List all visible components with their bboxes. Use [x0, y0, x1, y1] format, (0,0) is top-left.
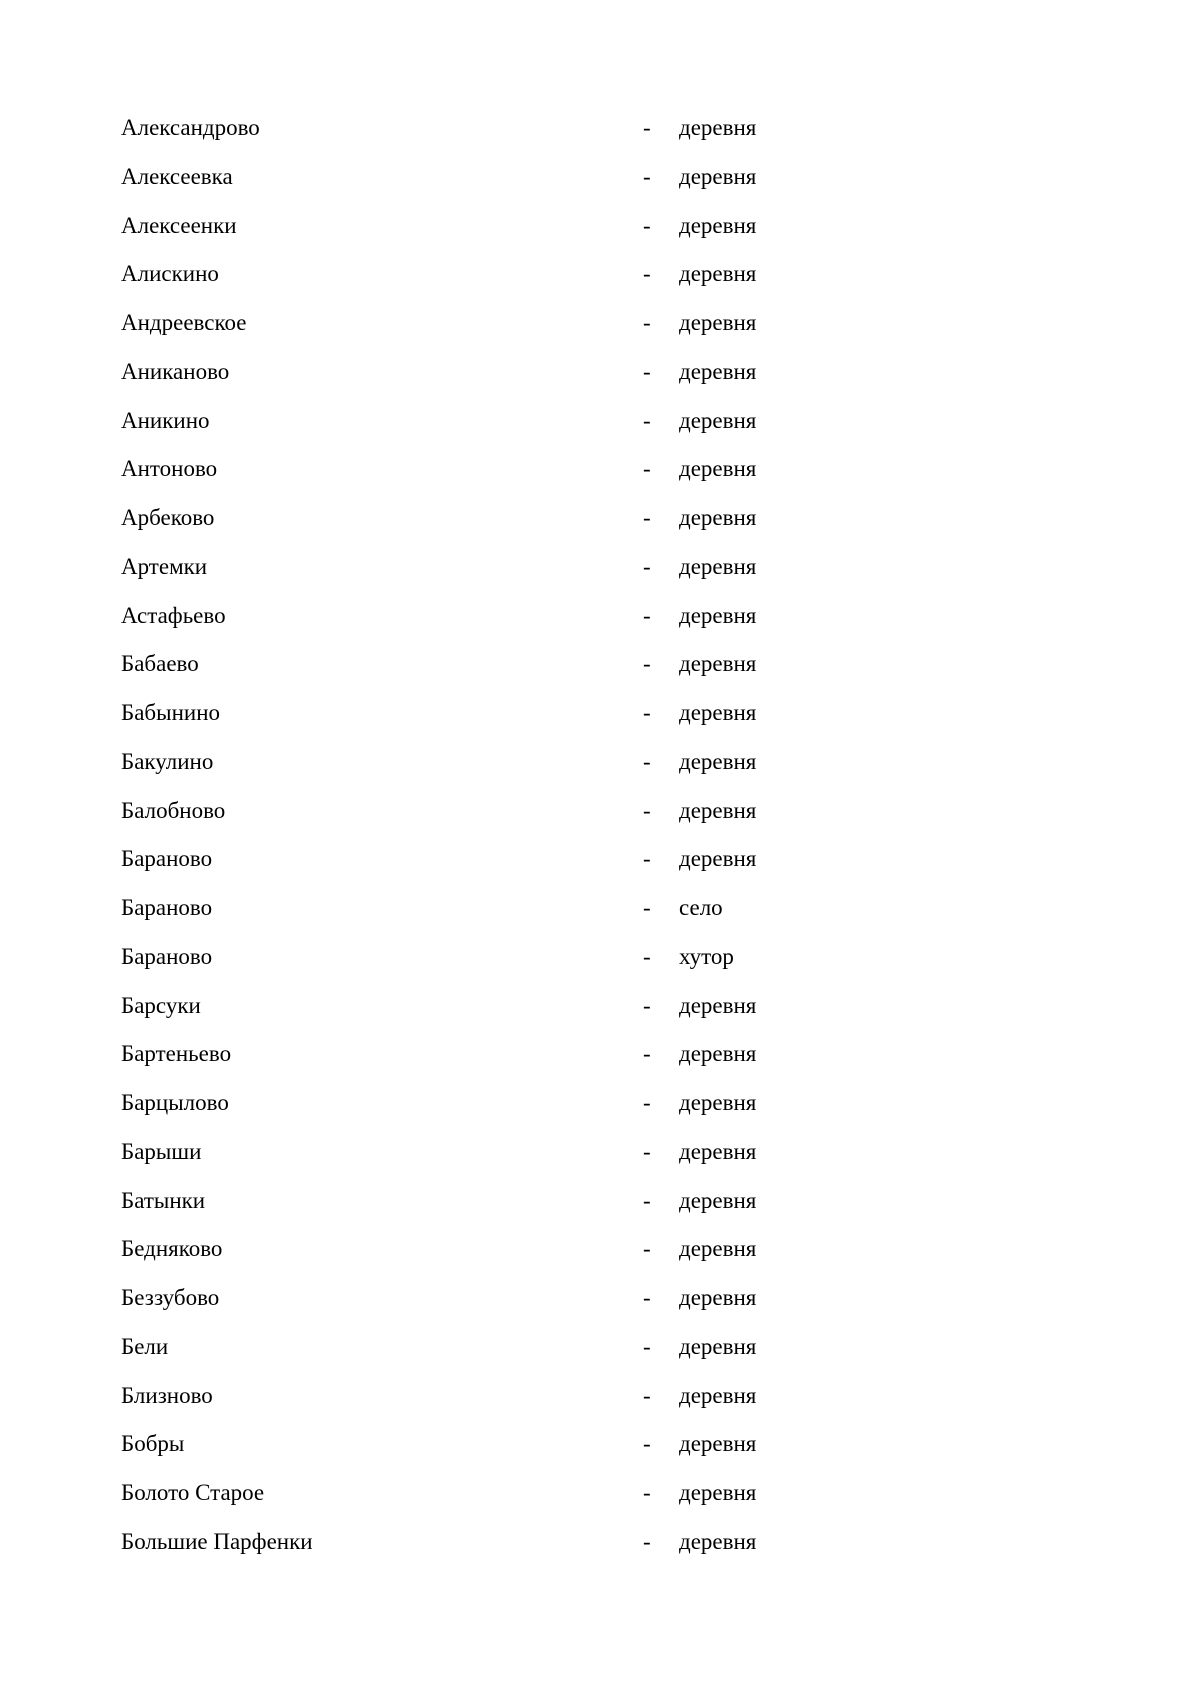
settlement-name: Барыши: [121, 1138, 202, 1164]
separator-dash: -: [643, 895, 651, 920]
settlement-type: деревня: [679, 1382, 757, 1408]
settlement-type: хутор: [679, 943, 734, 969]
settlement-name: Бакулино: [121, 748, 214, 774]
settlement-name: Барсуки: [121, 992, 201, 1018]
settlement-type: село: [679, 895, 723, 920]
list-item: [121, 397, 821, 446]
settlement-name: Артемки: [121, 553, 208, 579]
settlement-name: Аникино: [121, 407, 210, 433]
list-item: [121, 1079, 821, 1128]
list-item: [121, 933, 821, 982]
settlement-type: деревня: [679, 651, 757, 677]
settlement-name: Бабынино: [121, 700, 220, 725]
settlement-type: деревня: [679, 1187, 757, 1213]
settlement-name: Балобново: [121, 797, 226, 823]
settlement-type: деревня: [679, 748, 757, 774]
list-item: [121, 494, 821, 543]
separator-dash: -: [643, 212, 651, 238]
list-item: [121, 104, 821, 153]
settlement-name: Андреевское: [121, 310, 247, 335]
settlement-type: деревня: [679, 1431, 757, 1457]
settlement-type: деревня: [679, 310, 757, 335]
list-item: [121, 1518, 821, 1567]
list-item: [121, 1177, 821, 1226]
settlement-type: деревня: [679, 846, 757, 872]
settlement-name: Антоново: [121, 456, 218, 482]
settlement-name: Бартеньево: [121, 1041, 232, 1067]
list-item: [121, 689, 821, 738]
list-item: [121, 787, 821, 836]
settlement-type: деревня: [679, 212, 757, 238]
separator-dash: -: [643, 163, 651, 189]
settlement-type: деревня: [679, 700, 757, 725]
separator-dash: -: [643, 261, 651, 287]
list-item: [121, 543, 821, 592]
separator-dash: -: [643, 748, 651, 774]
settlement-type: деревня: [679, 261, 757, 287]
separator-dash: -: [643, 1285, 651, 1310]
separator-dash: -: [643, 943, 651, 969]
list-item: [121, 640, 821, 689]
list-item: [121, 1372, 821, 1421]
list-item: [121, 1469, 821, 1518]
separator-dash: -: [643, 602, 651, 628]
settlement-type: деревня: [679, 456, 757, 482]
settlement-type: деревня: [679, 1480, 757, 1505]
settlement-type: деревня: [679, 1528, 757, 1554]
separator-dash: -: [643, 1236, 651, 1262]
list-item: [121, 738, 821, 787]
separator-dash: -: [643, 1041, 651, 1067]
settlement-type: деревня: [679, 505, 757, 530]
list-item: [121, 1420, 821, 1469]
settlement-name: Аниканово: [121, 358, 230, 384]
settlement-name: Близново: [121, 1382, 213, 1408]
separator-dash: -: [643, 1480, 651, 1505]
list-item: [121, 348, 821, 397]
list-item: [121, 1030, 821, 1079]
settlement-name: Бобры: [121, 1431, 185, 1457]
settlement-name: Болото Старое: [121, 1480, 265, 1505]
settlement-name: Астафьево: [121, 602, 226, 628]
settlement-name: Бараново: [121, 846, 213, 872]
settlement-type: деревня: [679, 115, 757, 140]
list-item: [121, 592, 821, 641]
list-item: [121, 1323, 821, 1372]
list-item: [121, 982, 821, 1031]
separator-dash: -: [643, 1431, 651, 1457]
settlement-name: Батынки: [121, 1187, 206, 1213]
settlement-type: деревня: [679, 1236, 757, 1262]
settlement-name: Арбеково: [121, 505, 215, 530]
settlement-type: деревня: [679, 553, 757, 579]
list-item: [121, 202, 821, 251]
separator-dash: -: [643, 846, 651, 872]
settlement-type: деревня: [679, 602, 757, 628]
list-item: [121, 835, 821, 884]
settlement-type: деревня: [679, 1090, 757, 1115]
separator-dash: -: [643, 1090, 651, 1115]
settlement-name: Бараново: [121, 943, 213, 969]
settlement-type: деревня: [679, 1138, 757, 1164]
settlement-name: Алискино: [121, 261, 219, 287]
separator-dash: -: [643, 797, 651, 823]
settlement-type: деревня: [679, 992, 757, 1018]
list-item: [121, 153, 821, 202]
separator-dash: -: [643, 700, 651, 725]
settlement-name: Александрово: [121, 115, 260, 140]
settlement-type: деревня: [679, 407, 757, 433]
list-item: [121, 1128, 821, 1177]
settlement-name: Беззубово: [121, 1285, 220, 1310]
list-item: [121, 1274, 821, 1323]
separator-dash: -: [643, 1187, 651, 1213]
settlement-name: Барцылово: [121, 1090, 229, 1115]
separator-dash: -: [643, 115, 651, 140]
settlement-name: Алексеевка: [121, 163, 233, 189]
settlement-name: Бели: [121, 1333, 169, 1359]
separator-dash: -: [643, 553, 651, 579]
list-item: [121, 250, 821, 299]
settlement-type: деревня: [679, 797, 757, 823]
list-item: [121, 884, 821, 933]
settlement-name: Бараново: [121, 895, 213, 920]
settlement-name: Бабаево: [121, 651, 199, 677]
separator-dash: -: [643, 1138, 651, 1164]
separator-dash: -: [643, 992, 651, 1018]
separator-dash: -: [643, 1333, 651, 1359]
settlement-name: Бедняково: [121, 1236, 223, 1262]
settlement-type: деревня: [679, 358, 757, 384]
list-item: [121, 1225, 821, 1274]
list-item: [121, 299, 821, 348]
separator-dash: -: [643, 651, 651, 677]
settlement-type: деревня: [679, 1333, 757, 1359]
list-item: [121, 445, 821, 494]
separator-dash: -: [643, 456, 651, 482]
settlement-type: деревня: [679, 163, 757, 189]
settlement-type: деревня: [679, 1041, 757, 1067]
separator-dash: -: [643, 310, 651, 335]
separator-dash: -: [643, 407, 651, 433]
separator-dash: -: [643, 358, 651, 384]
separator-dash: -: [643, 1528, 651, 1554]
settlement-type: деревня: [679, 1285, 757, 1310]
settlement-list: [121, 104, 821, 1567]
settlement-name: Алексеенки: [121, 212, 237, 238]
separator-dash: -: [643, 1382, 651, 1408]
settlement-name: Большие Парфенки: [121, 1528, 313, 1554]
separator-dash: -: [643, 505, 651, 530]
